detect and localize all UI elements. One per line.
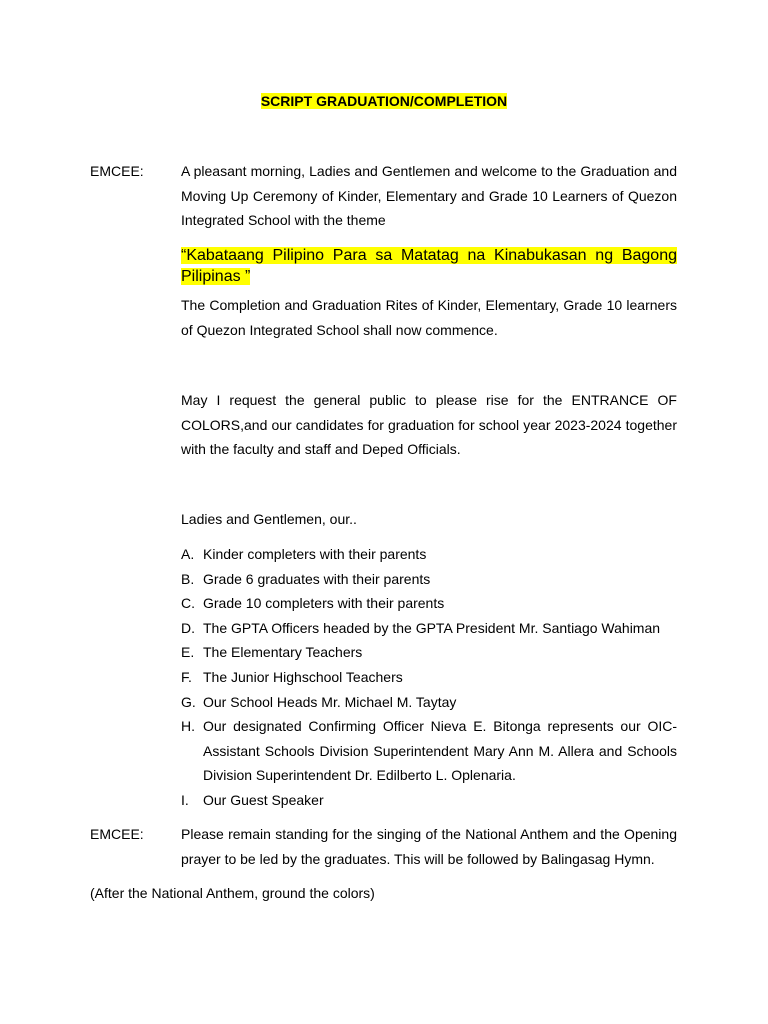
- list-marker: E.: [181, 644, 195, 661]
- list-item: [181, 616, 677, 641]
- list-item-text: The Elementary Teachers: [203, 644, 363, 661]
- list-item-text: Our designated Confirming Officer Nieva E. Bitonga represents our OIC-Assistant Schools Division Superintendent Mary Ann M. Allera and Schools Division Superintendent Dr. Edilberto L. Oplenaria.: [203, 718, 677, 784]
- list-marker: B.: [181, 570, 195, 587]
- theme-text: “Kabataang Pilipino Para sa Matatag na Kinabukasan ng Bagong Pilipinas ”: [181, 247, 677, 285]
- entrance-paragraph: May I request the general public to please rise for the ENTRANCE OF COLORS,and our candidates for graduation for school year 2023-2024 together with the faculty and staff and Deped Officials.: [181, 392, 677, 458]
- list-marker: F.: [181, 668, 192, 685]
- list-item: [181, 714, 677, 788]
- list-item-text: Our School Heads Mr. Michael M. Taytay: [203, 693, 457, 710]
- list-item-text: The GPTA Officers headed by the GPTA President Mr. Santiago Wahiman: [203, 619, 661, 636]
- title-text: SCRIPT GRADUATION/COMPLETION: [260, 93, 508, 109]
- welcome-paragraph: A pleasant morning, Ladies and Gentlemen and welcome to the Graduation and Moving Up Ceremony of Kinder, Elementary and Grade 10 Learners of Quezon Integrated School with the theme: [181, 163, 677, 229]
- list-marker: D.: [181, 619, 195, 636]
- list-item-text: Grade 10 completers with their parents: [203, 595, 445, 612]
- closing-note: (After the National Anthem, ground the colors): [90, 885, 375, 901]
- list-item: [181, 788, 677, 813]
- list-item-text: Our Guest Speaker: [203, 791, 324, 808]
- list-item: [181, 542, 677, 567]
- list-marker: G.: [181, 693, 196, 710]
- list-item-text: Grade 6 graduates with their parents: [203, 570, 431, 587]
- list-item: [181, 567, 677, 592]
- list-marker: C.: [181, 595, 195, 612]
- theme-quote: [181, 245, 677, 287]
- emcee-label: EMCEE:: [90, 163, 144, 179]
- commencement-paragraph: The Completion and Graduation Rites of Kinder, Elementary, Grade 10 learners of Quezon Integrated School shall now commence.: [181, 297, 677, 338]
- emcee-label: EMCEE:: [90, 826, 144, 842]
- list-item: [181, 591, 677, 616]
- procession-list: [181, 542, 677, 813]
- document-title: [0, 91, 768, 111]
- list-marker: I.: [181, 791, 189, 808]
- list-item-text: The Junior Highschool Teachers: [203, 668, 403, 685]
- list-intro: Ladies and Gentlemen, our..: [181, 511, 357, 527]
- list-item: [181, 640, 677, 665]
- list-item: [181, 690, 677, 715]
- anthem-paragraph: Please remain standing for the singing of the National Anthem and the Opening prayer to be led by the graduates. This will be followed by Balingasag Hymn.: [181, 826, 677, 867]
- list-item: [181, 665, 677, 690]
- list-item-text: Kinder completers with their parents: [203, 546, 427, 562]
- list-marker: A.: [181, 546, 195, 562]
- list-marker: H.: [181, 718, 195, 735]
